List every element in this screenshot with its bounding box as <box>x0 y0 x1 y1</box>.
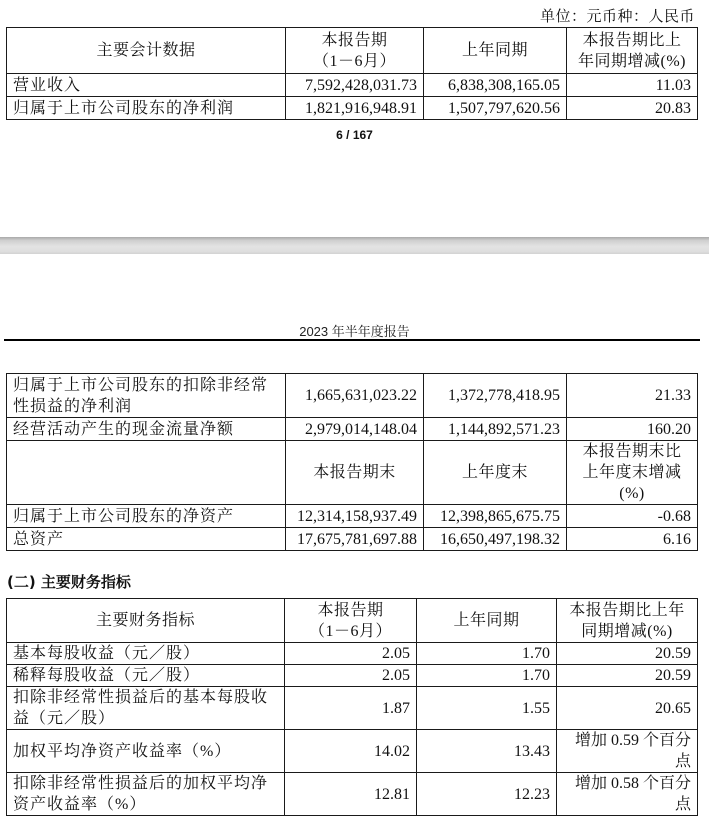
header-line: （1－6月） <box>312 52 396 70</box>
table-row <box>7 643 698 665</box>
change-value: 20.59 <box>557 643 698 665</box>
prior-value: 1,372,778,418.95 <box>424 374 567 418</box>
change-value: 20.59 <box>557 665 698 687</box>
prior-value: 16,650,497,198.32 <box>424 528 567 551</box>
prior-value: 1.55 <box>417 687 557 730</box>
unit-currency-note: 单位：元币种：人民币 <box>539 7 695 25</box>
change-value: 21.33 <box>567 374 698 418</box>
current-value: 2.05 <box>285 643 417 665</box>
current-value: 2.05 <box>285 665 417 687</box>
change-value: -0.68 <box>567 505 698 528</box>
prior-value: 1.70 <box>417 643 557 665</box>
header-line: （1－6月） <box>308 622 392 640</box>
row-label: 归属于上市公司股东的扣除非经常性损益的净利润 <box>7 374 286 418</box>
header-cell: 主要财务指标 <box>7 599 285 643</box>
header-line: 上年度末增减 <box>582 464 682 481</box>
header-line: 本报告期比上年 <box>569 601 685 619</box>
current-value: 17,675,781,697.88 <box>286 528 424 551</box>
prior-value: 12,398,865,675.75 <box>424 505 567 528</box>
row-label: 稀释每股收益（元／股） <box>7 665 285 687</box>
table-row <box>7 687 698 730</box>
row-label: 扣除非经常性损益后的加权平均净资产收益率（%） <box>7 773 285 816</box>
table-row <box>7 665 698 687</box>
page-number: 6 / 167 <box>336 128 373 142</box>
empty-header-cell <box>7 441 286 505</box>
header-line: 本报告期 <box>317 601 384 619</box>
table-row <box>7 374 698 418</box>
table-row <box>7 97 698 120</box>
header-cell: 本报告期末 <box>286 441 424 505</box>
row-label: 营业收入 <box>7 74 286 97</box>
prior-value: 1,507,797,620.56 <box>424 97 567 120</box>
row-label: 总资产 <box>7 528 286 551</box>
change-value: 增加 0.59 个百分点 <box>557 730 698 773</box>
change-value: 11.03 <box>567 74 698 97</box>
change-value: 6.16 <box>567 528 698 551</box>
row-label: 经营活动产生的现金流量净额 <box>7 418 286 441</box>
change-value: 20.83 <box>567 97 698 120</box>
section-title: (二) 主要财务指标 <box>7 573 131 591</box>
current-value: 12,314,158,937.49 <box>286 505 424 528</box>
header-rule <box>4 339 700 341</box>
current-value: 7,592,428,031.73 <box>286 74 424 97</box>
change-value: 增加 0.58 个百分点 <box>557 773 698 816</box>
header-cell: 上年同期 <box>417 599 557 643</box>
header-line: 同期增减(%) <box>581 622 673 640</box>
header-cell <box>285 599 417 643</box>
current-value: 12.81 <box>285 773 417 816</box>
header-cell <box>286 28 424 74</box>
header-cell: 上年度末 <box>424 441 567 505</box>
current-value: 1,665,631,023.22 <box>286 374 424 418</box>
running-header: 2023 年半年度报告 <box>299 324 410 339</box>
table-header-row <box>7 599 698 643</box>
prior-value: 13.43 <box>417 730 557 773</box>
header-line: (%) <box>619 485 645 502</box>
row-label: 归属于上市公司股东的净资产 <box>7 505 286 528</box>
row-label: 扣除非经常性损益后的基本每股收益（元／股） <box>7 687 285 730</box>
key-accounting-data-table-continued <box>6 373 698 551</box>
header-cell <box>557 599 698 643</box>
current-value: 1.87 <box>285 687 417 730</box>
table-row <box>7 528 698 551</box>
table-row <box>7 773 698 816</box>
row-label: 归属于上市公司股东的净利润 <box>7 97 286 120</box>
table-subheader-row <box>7 441 698 505</box>
change-value: 160.20 <box>567 418 698 441</box>
prior-value: 12.23 <box>417 773 557 816</box>
prior-value: 1,144,892,571.23 <box>424 418 567 441</box>
current-value: 1,821,916,948.91 <box>286 97 424 120</box>
header-line: 本报告期比上 <box>582 31 682 49</box>
change-value: 20.65 <box>557 687 698 730</box>
key-accounting-data-table <box>6 27 698 120</box>
header-line: 本报告期末比 <box>582 443 682 460</box>
row-label: 基本每股收益（元／股） <box>7 643 285 665</box>
table-row <box>7 730 698 773</box>
table-row <box>7 74 698 97</box>
row-label: 加权平均净资产收益率（%） <box>7 730 285 773</box>
header-cell: 上年同期 <box>424 28 567 74</box>
table-row <box>7 505 698 528</box>
header-line: 本报告期 <box>321 31 388 49</box>
header-line: 年同期增减(%) <box>578 52 686 70</box>
header-cell <box>567 441 698 505</box>
prior-value: 6,838,308,165.05 <box>424 74 567 97</box>
header-cell: 主要会计数据 <box>7 28 286 74</box>
prior-value: 1.70 <box>417 665 557 687</box>
current-value: 14.02 <box>285 730 417 773</box>
header-cell <box>567 28 698 74</box>
current-value: 2,979,014,148.04 <box>286 418 424 441</box>
key-financial-indicators-table <box>6 598 698 816</box>
table-header-row <box>7 28 698 74</box>
page-separator <box>0 237 709 254</box>
table-row <box>7 418 698 441</box>
